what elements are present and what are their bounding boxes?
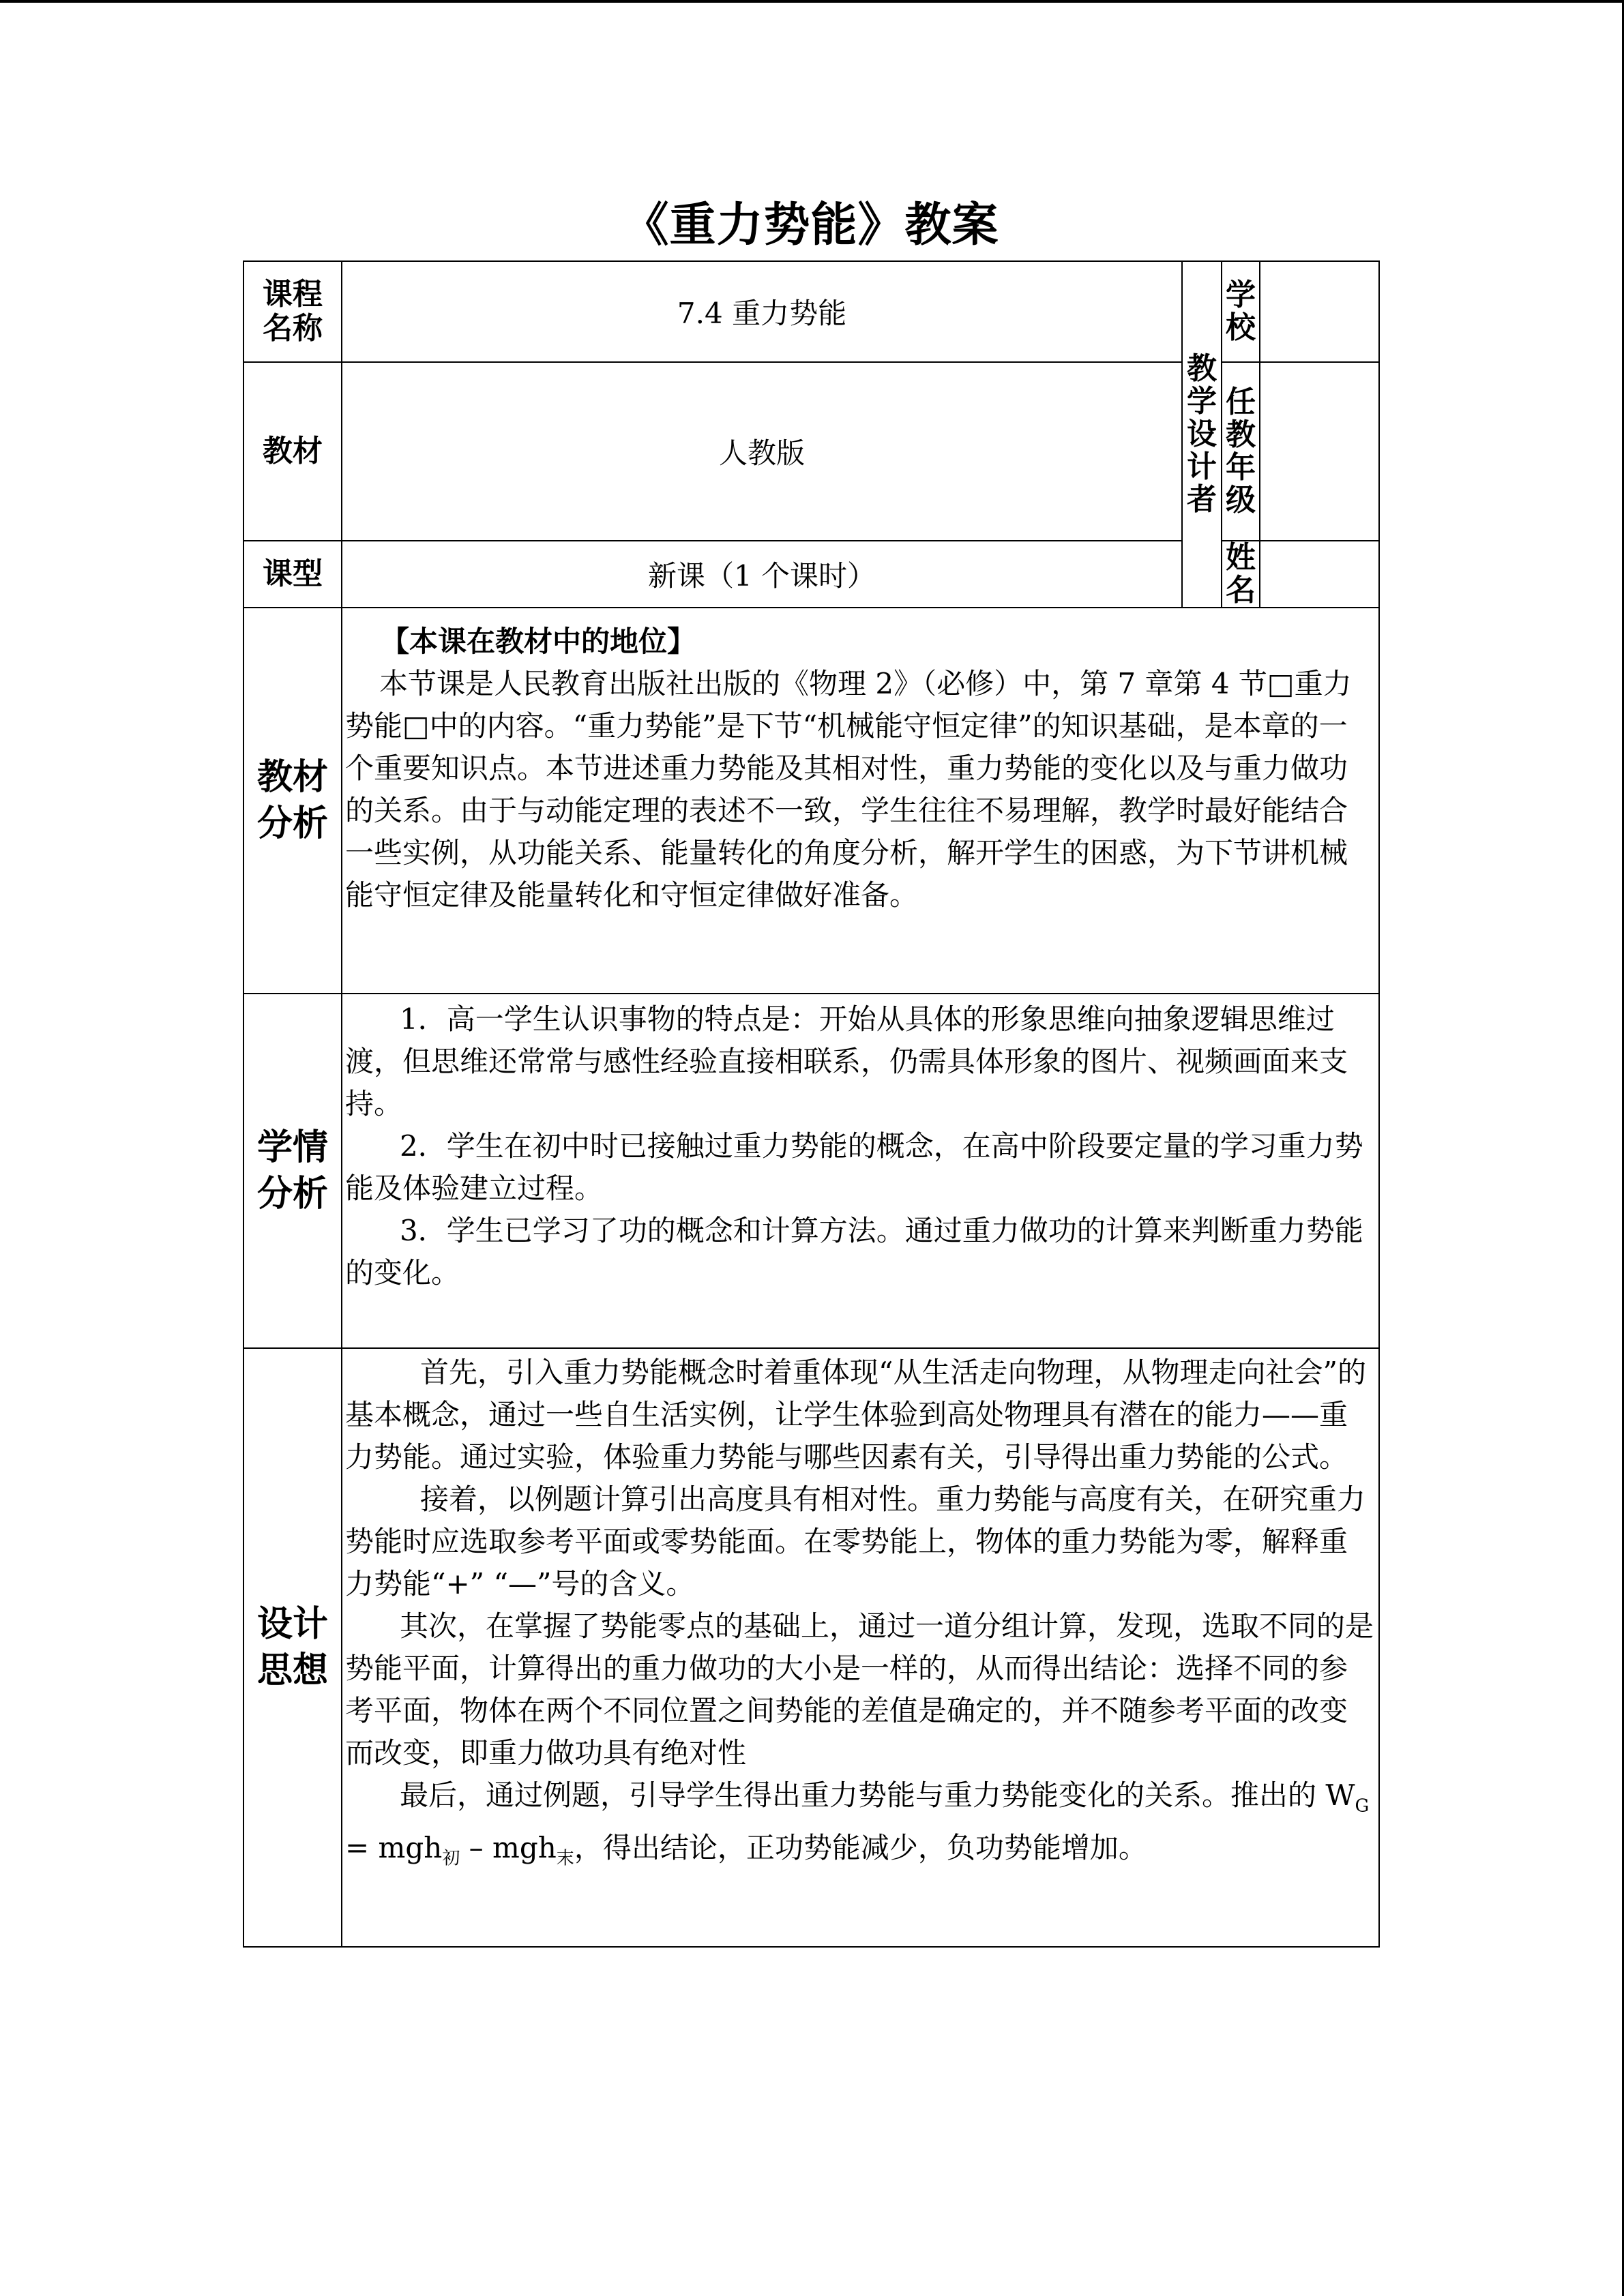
textbook-label-cell — [243, 362, 342, 541]
designer-label-cell — [1182, 261, 1222, 608]
final-sub-g: G — [1355, 1795, 1370, 1817]
textbook-value-cell — [342, 362, 1182, 541]
top-border-rule — [0, 0, 1624, 3]
design-idea-content-cell — [342, 1348, 1379, 1947]
grade-label: 任教年级 — [1225, 385, 1256, 518]
row-design-idea — [243, 1348, 1379, 1947]
learner-analysis-paragraph: 2．学生在初中时已接触过重力势能的概念，在高中阶段要定量的学习重力势能及体验建立过程。 — [345, 1129, 1363, 1205]
textbook-label: 教材 — [263, 434, 323, 468]
course-name-label-cell — [243, 261, 342, 362]
design-idea-label: 设计思想 — [256, 1604, 328, 1691]
final-suffix: ，得出结论，正功势能减少，负功势能增加。 — [574, 1831, 1147, 1865]
learner-analysis-paragraph: 3．学生已学习了功的概念和计算方法。通过重力做功的计算来判断重力势能的变化。 — [345, 1214, 1363, 1289]
learner-analysis-content-cell — [342, 994, 1379, 1348]
designer-label: 教学设计者 — [1186, 351, 1217, 517]
grade-value-cell — [1260, 362, 1379, 541]
design-idea-paragraph: 接着，以例题计算引出高度具有相对性。重力势能与高度有关，在研究重力势能时应选取参考平面或零势能面。在零势能上，物体的重力势能为零，解释重力势能“+” “—”号的含义。 — [345, 1482, 1366, 1600]
learner-analysis-label-cell — [243, 994, 342, 1348]
design-idea-paragraph: 其次，在掌握了势能零点的基础上，通过一道分组计算，发现，选取不同的是势能平面，计算得出的重力做功的大小是一样的，从而得出结论：选择不同的参考平面，物体在两个不同位置之间势能的差值是确定的，并不随参考平面的改变而改变，即重力做功具有绝对性 — [345, 1609, 1374, 1770]
page-title: 《重力势能》教案 — [622, 198, 999, 252]
final-prefix: 最后，通过例题，引导学生得出重力势能与重力势能变化的关系。推出的 W — [400, 1778, 1355, 1812]
lesson-type-label-cell — [243, 541, 342, 608]
learner-analysis-paragraph: 1．高一学生认识事物的特点是：开始从具体的形象思维向抽象逻辑思维过渡，但思维还常常与感性经验直接相联系，仍需具体形象的图片、视频画面来支持。 — [345, 1002, 1348, 1120]
material-analysis-heading: 【本课在教材中的地位】 — [381, 625, 696, 658]
material-analysis-label: 教材分析 — [256, 757, 328, 844]
row-learner-analysis — [243, 994, 1379, 1348]
final-sub-end: 末 — [556, 1848, 574, 1869]
name-label-cell — [1222, 541, 1260, 608]
course-name-value-cell — [342, 261, 1182, 362]
design-idea-label-cell — [243, 1348, 342, 1947]
lesson-type-value: 新课（1 个课时） — [647, 559, 876, 593]
grade-label-cell — [1222, 362, 1260, 541]
row-course-name — [243, 261, 1379, 362]
lesson-type-label: 课型 — [263, 556, 323, 591]
learner-analysis-label: 学情分析 — [256, 1127, 328, 1214]
name-label: 姓名 — [1225, 540, 1256, 608]
final-sub-init: 初 — [442, 1848, 460, 1869]
final-eq1: = mgh — [345, 1831, 443, 1865]
material-analysis-text: 本节课是人民教育出版社出版的《物理 2》（必修）中，第 7 章第 4 节□重力势能□中的内容。“重力势能”是下节“机械能守恒定律”的知识基础，是本章的一个重要知识点。本节进述重力势能及其相对性，重力势能的变化以及与重力做功的关系。由于与动能定理的表述不一致，学生往往不易理解，教学时最好能结合一些实例，从功能关系、能量转化的角度分析，解开学生的困惑，为下节讲机械能守恒定律及能量转化和守恒定律做好准备。 — [345, 667, 1352, 912]
school-label-cell — [1222, 261, 1260, 362]
material-analysis-label-cell — [243, 608, 342, 994]
textbook-value: 人教版 — [718, 436, 805, 470]
lesson-type-value-cell — [342, 541, 1182, 608]
school-value-cell — [1260, 261, 1379, 362]
school-label: 学校 — [1225, 278, 1256, 345]
design-idea-final-paragraph — [345, 1774, 1376, 1880]
row-material-analysis — [243, 608, 1379, 994]
name-value-cell — [1260, 541, 1379, 608]
material-analysis-content-cell — [342, 608, 1379, 994]
course-name-label: 课程名称 — [263, 277, 323, 346]
course-name-value: 7.4 重力势能 — [677, 297, 847, 330]
final-minus: – mgh — [460, 1831, 557, 1865]
design-idea-paragraph: 首先，引入重力势能概念时着重体现“从生活走向物理，从物理走向社会”的基本概念，通过一些自生活实例，让学生体验到高处物理具有潜在的能力——重力势能。通过实验，体验重力势能与哪些因素有关，引导得出重力势能的公式。 — [345, 1356, 1366, 1474]
lesson-plan-table — [243, 260, 1380, 1948]
